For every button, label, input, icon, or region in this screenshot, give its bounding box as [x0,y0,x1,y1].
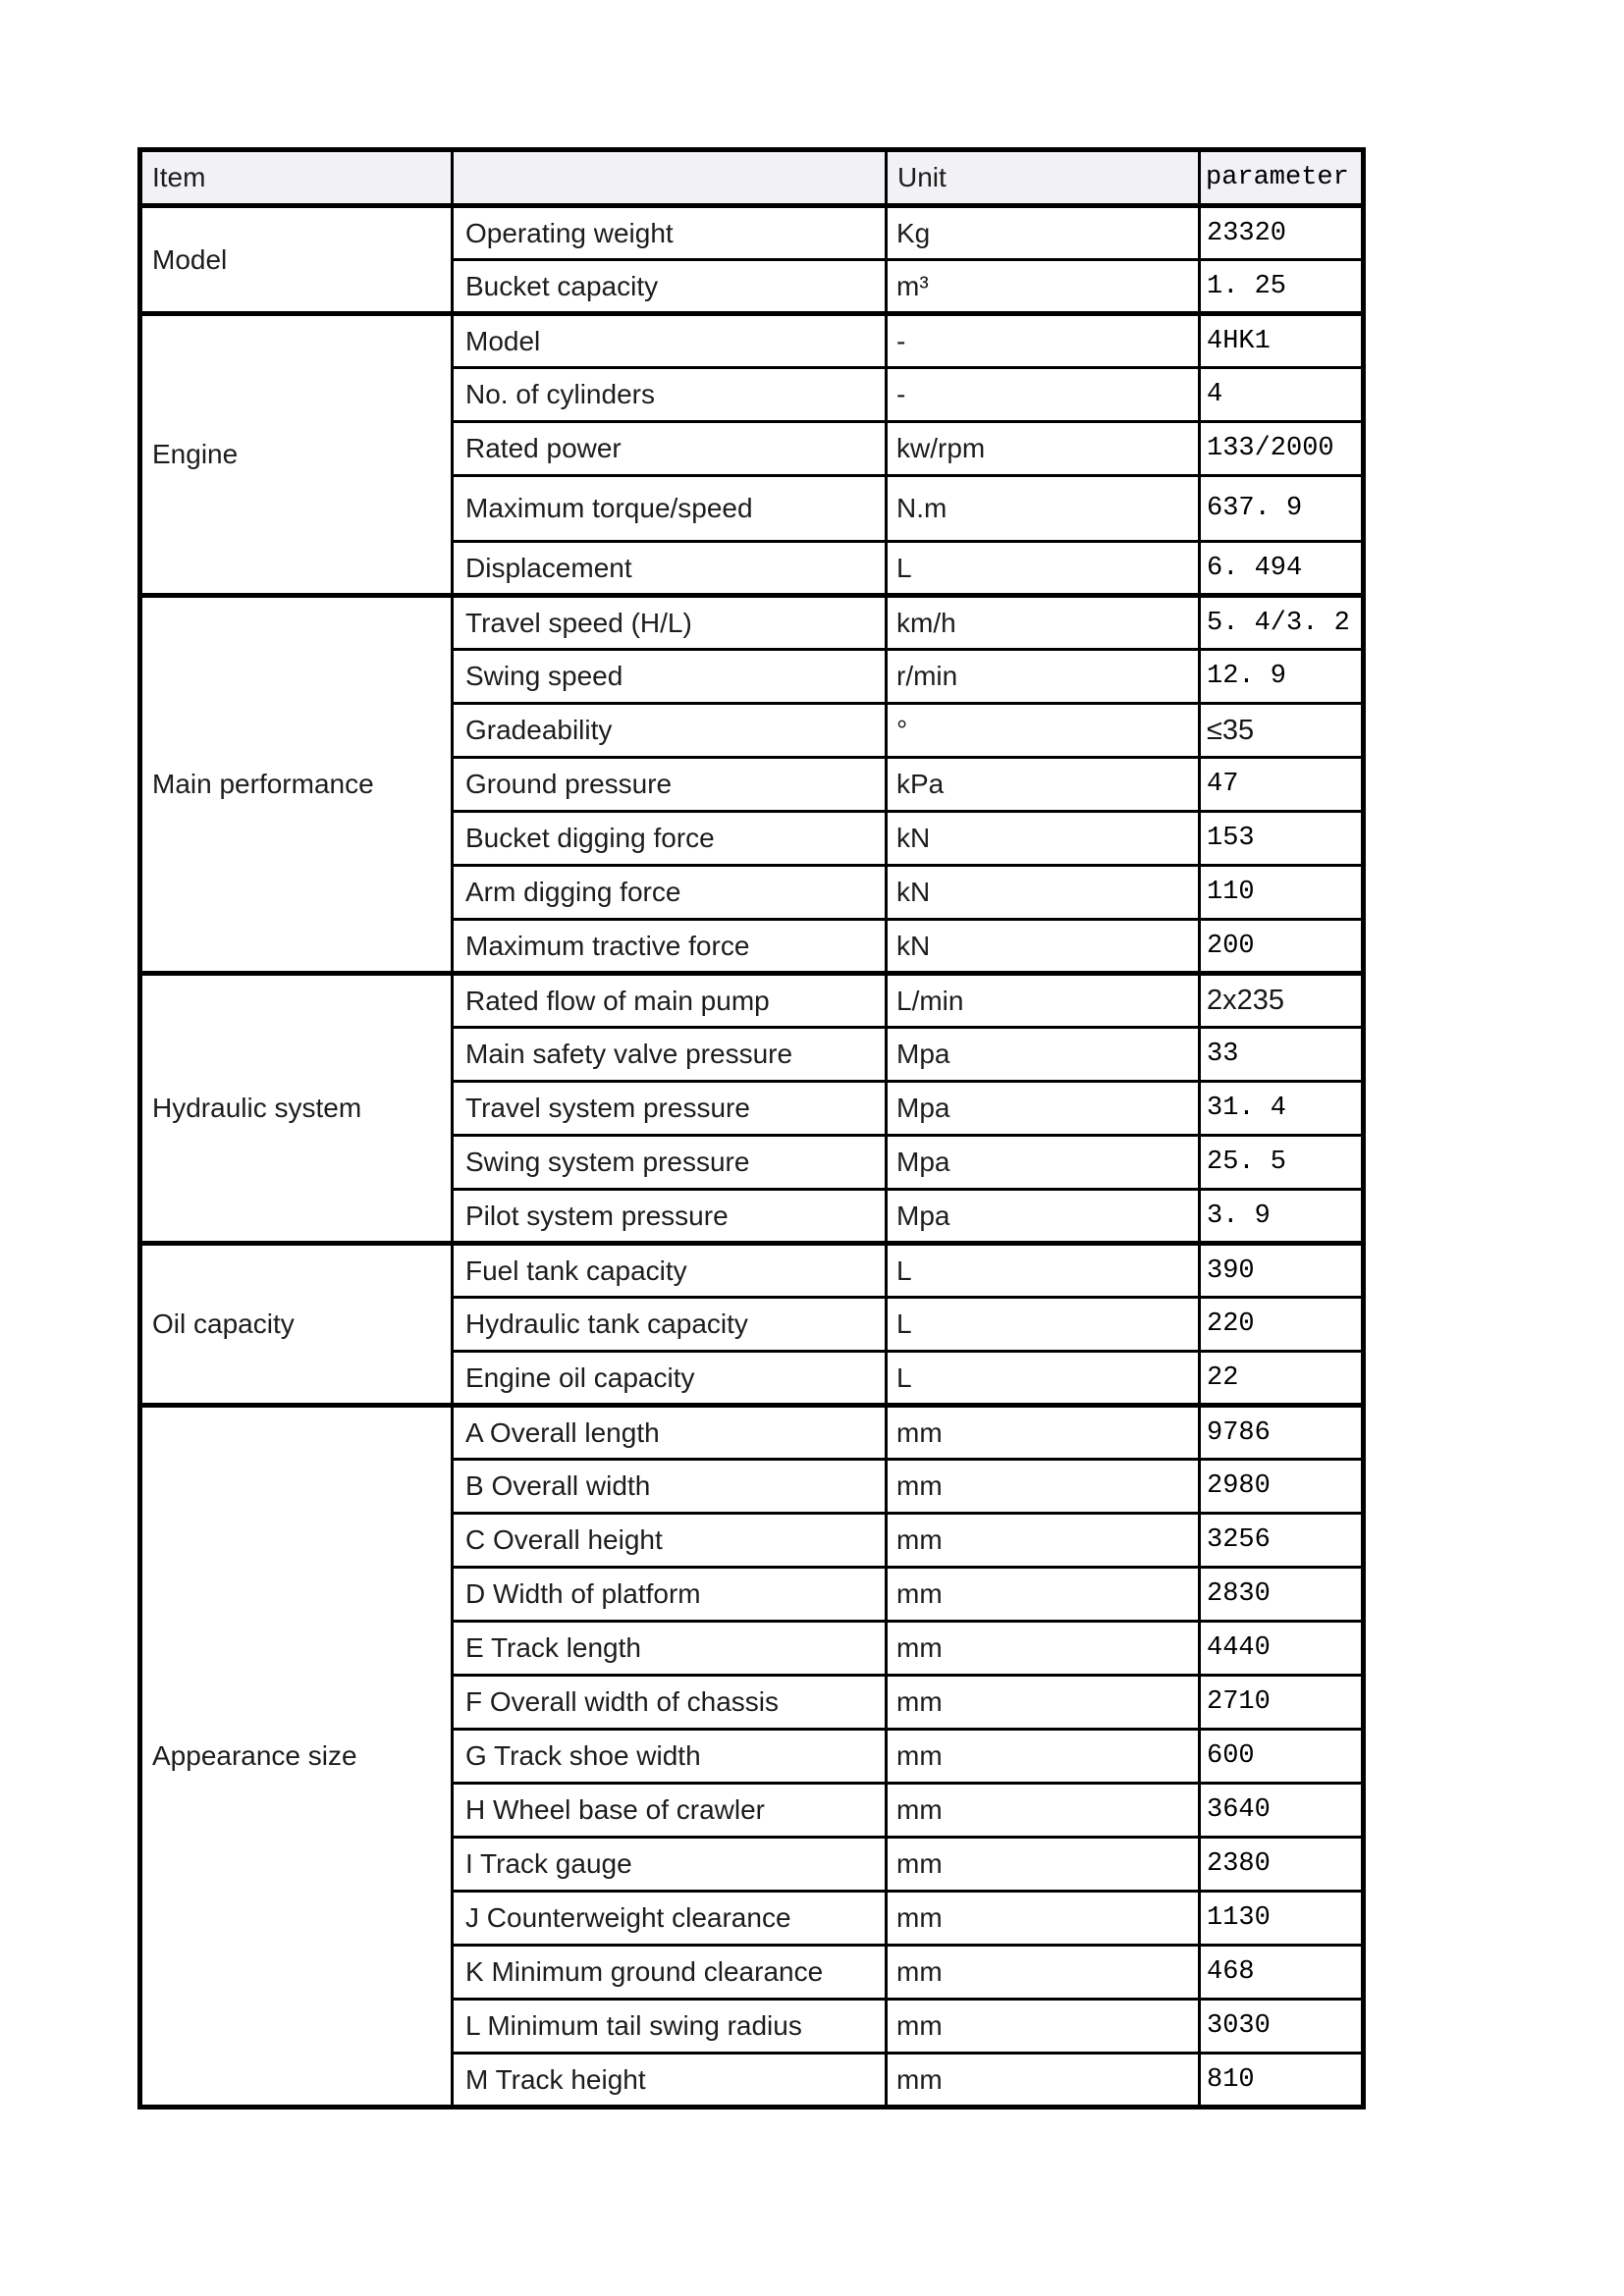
value-cell: 390 [1200,1244,1364,1298]
unit-cell: mm [887,1946,1200,2000]
table-row [140,974,1364,1028]
section-label: Model [140,206,453,314]
label-cell: Ground pressure [453,758,887,812]
unit-cell: mm [887,1568,1200,1622]
unit-cell: kN [887,812,1200,866]
label-cell: Operating weight [453,206,887,260]
table-row [140,1244,1364,1298]
value-cell: 4440 [1200,1622,1364,1676]
value-cell: 110 [1200,866,1364,920]
label-cell: G Track shoe width [453,1730,887,1784]
value-cell: ≤35 [1200,704,1364,758]
unit-cell: m³ [887,260,1200,314]
label-cell: Bucket digging force [453,812,887,866]
label-cell: Displacement [453,542,887,596]
label-cell: Travel system pressure [453,1082,887,1136]
value-cell: 1130 [1200,1892,1364,1946]
unit-cell: mm [887,1514,1200,1568]
unit-cell: ° [887,704,1200,758]
value-cell: 2x235 [1200,974,1364,1028]
label-cell: Travel speed (H/L) [453,596,887,650]
header-spec-blank [453,150,887,206]
value-cell: 153 [1200,812,1364,866]
unit-cell: L [887,1244,1200,1298]
value-cell: 23320 [1200,206,1364,260]
value-cell: 2980 [1200,1460,1364,1514]
value-cell: 3640 [1200,1784,1364,1838]
label-cell: Model [453,314,887,368]
unit-cell: Mpa [887,1190,1200,1244]
label-cell: Swing speed [453,650,887,704]
section-label: Hydraulic system [140,974,453,1244]
unit-cell: mm [887,1784,1200,1838]
label-cell: Main safety valve pressure [453,1028,887,1082]
unit-cell: r/min [887,650,1200,704]
value-cell: 2830 [1200,1568,1364,1622]
label-cell: L Minimum tail swing radius [453,2000,887,2054]
unit-cell: N.m [887,476,1200,542]
unit-cell: mm [887,1676,1200,1730]
value-cell: 6. 494 [1200,542,1364,596]
value-cell: 810 [1200,2054,1364,2108]
label-cell: E Track length [453,1622,887,1676]
label-cell: I Track gauge [453,1838,887,1892]
unit-cell: mm [887,1622,1200,1676]
unit-cell: Mpa [887,1136,1200,1190]
label-cell: C Overall height [453,1514,887,1568]
label-cell: Arm digging force [453,866,887,920]
value-cell: 5. 4/3. 2 [1200,596,1364,650]
unit-cell: mm [887,2000,1200,2054]
section-label: Oil capacity [140,1244,453,1406]
label-cell: Maximum tractive force [453,920,887,974]
value-cell: 3. 9 [1200,1190,1364,1244]
unit-cell: kN [887,866,1200,920]
header-row [140,150,1364,206]
label-cell: F Overall width of chassis [453,1676,887,1730]
label-cell: M Track height [453,2054,887,2108]
value-cell: 12. 9 [1200,650,1364,704]
label-cell: H Wheel base of crawler [453,1784,887,1838]
value-cell: 600 [1200,1730,1364,1784]
unit-cell: L/min [887,974,1200,1028]
section-label: Main performance [140,596,453,974]
table-row [140,314,1364,368]
label-cell: Rated power [453,422,887,476]
value-cell: 1. 25 [1200,260,1364,314]
value-cell: 3256 [1200,1514,1364,1568]
table-row [140,596,1364,650]
label-cell: Rated flow of main pump [453,974,887,1028]
unit-cell: mm [887,1838,1200,1892]
unit-cell: kN [887,920,1200,974]
unit-cell: - [887,314,1200,368]
label-cell: K Minimum ground clearance [453,1946,887,2000]
header-item: Item [140,150,453,206]
unit-cell: km/h [887,596,1200,650]
value-cell: 2380 [1200,1838,1364,1892]
unit-cell: mm [887,1892,1200,1946]
value-cell: 2710 [1200,1676,1364,1730]
unit-cell: mm [887,1406,1200,1460]
label-cell: Pilot system pressure [453,1190,887,1244]
unit-cell: mm [887,2054,1200,2108]
unit-cell: Mpa [887,1082,1200,1136]
value-cell: 47 [1200,758,1364,812]
unit-cell: mm [887,1460,1200,1514]
value-cell: 9786 [1200,1406,1364,1460]
value-cell: 4 [1200,368,1364,422]
value-cell: 25. 5 [1200,1136,1364,1190]
label-cell: No. of cylinders [453,368,887,422]
value-cell: 468 [1200,1946,1364,2000]
value-cell: 133/2000 [1200,422,1364,476]
label-cell: Gradeability [453,704,887,758]
header-unit: Unit [887,150,1200,206]
header-parameter: parameter [1200,150,1364,206]
unit-cell: Mpa [887,1028,1200,1082]
value-cell: 4HK1 [1200,314,1364,368]
label-cell: Swing system pressure [453,1136,887,1190]
label-cell: Bucket capacity [453,260,887,314]
label-cell: Maximum torque/speed [453,476,887,542]
unit-cell: - [887,368,1200,422]
spec-table [137,147,1366,2109]
value-cell: 22 [1200,1352,1364,1406]
value-cell: 200 [1200,920,1364,974]
unit-cell: L [887,1298,1200,1352]
label-cell: A Overall length [453,1406,887,1460]
unit-cell: L [887,542,1200,596]
value-cell: 3030 [1200,2000,1364,2054]
label-cell: Hydraulic tank capacity [453,1298,887,1352]
unit-cell: kPa [887,758,1200,812]
label-cell: J Counterweight clearance [453,1892,887,1946]
label-cell: Fuel tank capacity [453,1244,887,1298]
unit-cell: kw/rpm [887,422,1200,476]
value-cell: 33 [1200,1028,1364,1082]
table-row [140,206,1364,260]
unit-cell: Kg [887,206,1200,260]
section-label: Appearance size [140,1406,453,2108]
section-label: Engine [140,314,453,596]
value-cell: 637. 9 [1200,476,1364,542]
label-cell: D Width of platform [453,1568,887,1622]
label-cell: Engine oil capacity [453,1352,887,1406]
label-cell: B Overall width [453,1460,887,1514]
unit-cell: L [887,1352,1200,1406]
value-cell: 31. 4 [1200,1082,1364,1136]
unit-cell: mm [887,1730,1200,1784]
value-cell: 220 [1200,1298,1364,1352]
table-row [140,1406,1364,1460]
